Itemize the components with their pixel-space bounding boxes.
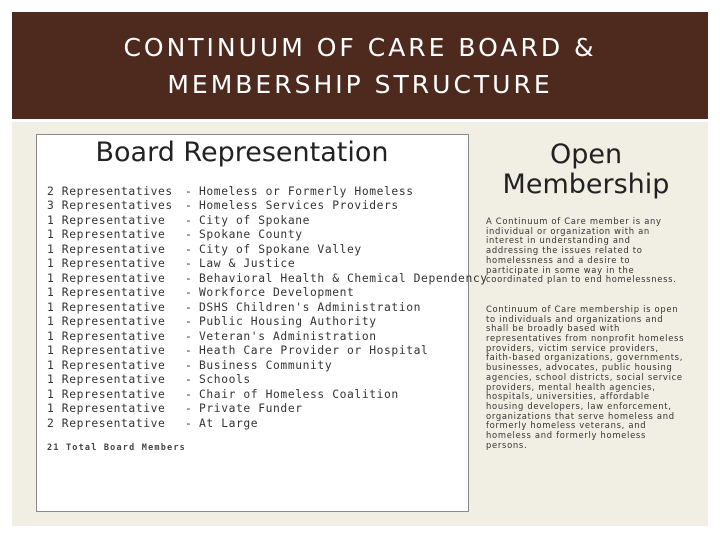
rep-organization: Workforce Development (199, 286, 355, 300)
rep-organization: Behavioral Health & Chemical Dependency (199, 271, 488, 285)
rep-dash: - (185, 184, 192, 198)
slide-title-line-1: CONTINUUM OF CARE BOARD & (123, 32, 597, 62)
rep-dash: - (185, 286, 192, 300)
board-rep-row (47, 257, 488, 272)
rep-count: 1 Representative (47, 286, 166, 300)
board-rep-row (47, 358, 488, 373)
board-rep-row (47, 315, 488, 330)
rep-count: 1 Representative (47, 329, 166, 343)
board-rep-row (47, 271, 488, 286)
rep-count: 1 Representative (47, 257, 166, 271)
rep-dash: - (185, 416, 192, 430)
rep-organization: Homeless Services Providers (199, 199, 399, 213)
board-rep-row (47, 416, 488, 431)
rep-count: 2 Representatives (47, 184, 173, 198)
rep-dash: - (185, 228, 192, 242)
rep-count: 1 Representative (47, 300, 166, 314)
rep-organization: Heath Care Provider or Hospital (199, 344, 429, 358)
rep-count: 1 Representative (47, 271, 166, 285)
open-membership-heading-line-1: Open (549, 139, 623, 170)
rep-dash: - (185, 199, 192, 213)
board-rep-row (47, 329, 488, 344)
rep-dash: - (185, 344, 192, 358)
board-rep-row (47, 213, 488, 228)
board-rep-row (47, 387, 488, 402)
title-banner (12, 12, 708, 119)
rep-organization: Homeless or Formerly Homeless (199, 184, 414, 198)
open-membership-heading-line-2: Membership (502, 169, 670, 200)
open-membership-column (486, 140, 686, 450)
rep-count: 1 Representative (47, 373, 166, 387)
rep-organization: Business Community (199, 358, 333, 372)
board-rep-row (47, 184, 488, 199)
rep-dash: - (185, 257, 192, 271)
board-rep-row (47, 344, 488, 359)
rep-dash: - (185, 373, 192, 387)
rep-organization: Veteran's Administration (199, 329, 377, 343)
rep-organization: City of Spokane (199, 213, 311, 227)
rep-count: 2 Representative (47, 416, 166, 430)
board-rep-row (47, 286, 488, 301)
rep-count: 1 Representative (47, 387, 166, 401)
rep-organization: Schools (199, 373, 251, 387)
open-membership-heading (486, 140, 686, 200)
slide-title-line-2: MEMBERSHIP STRUCTURE (167, 69, 553, 99)
board-rep-row (47, 373, 488, 388)
rep-dash: - (185, 315, 192, 329)
rep-count: 1 Representative (47, 315, 166, 329)
rep-organization: Spokane County (199, 228, 303, 242)
member-definition-paragraph: A Continuum of Care member is any individual or organization with an interest in understanding and addressing the issues related to homelessness and a desire to participate in some way in the coordinated plan to end homelessness. (486, 216, 677, 285)
board-representation-heading: Board Representation (95, 137, 389, 168)
board-representation-list (47, 184, 488, 431)
rep-organization: DSHS Children's Administration (199, 300, 422, 314)
rep-dash: - (185, 213, 192, 227)
board-rep-row (47, 228, 488, 243)
rep-organization: At Large (199, 416, 259, 430)
rep-organization: City of Spokane Valley (199, 242, 362, 256)
rep-count: 1 Representative (47, 402, 166, 416)
rep-organization: Chair of Homeless Coalition (199, 387, 399, 401)
rep-count: 3 Representatives (47, 199, 173, 213)
board-rep-row (47, 242, 488, 257)
board-rep-row (47, 402, 488, 417)
rep-dash: - (185, 402, 192, 416)
membership-eligibility-paragraph: Continuum of Care membership is open to individuals and organizations and shall be broadly based with representatives from nonprofit homeless providers, victim service providers, faith-based organizations, governments, businesses, advocates, public housing agencies, school districts, social service providers, mental health agencies, hospitals, universities, affordable housing developers, law enforcement, organizations that serve homeless and formerly homeless veterans, and homeless and formerly homeless persons. (486, 303, 685, 450)
board-rep-row (47, 300, 488, 315)
rep-dash: - (185, 358, 192, 372)
rep-dash: - (185, 387, 192, 401)
rep-count: 1 Representative (47, 213, 166, 227)
rep-dash: - (185, 300, 192, 314)
rep-dash: - (185, 329, 192, 343)
total-board-members: 21 Total Board Members (47, 443, 186, 453)
rep-count: 1 Representative (47, 344, 166, 358)
rep-organization: Public Housing Authority (199, 315, 377, 329)
board-rep-row (47, 199, 488, 214)
rep-dash: - (185, 242, 192, 256)
rep-count: 1 Representative (47, 242, 166, 256)
rep-count: 1 Representative (47, 358, 166, 372)
rep-organization: Law & Justice (199, 257, 296, 271)
rep-dash: - (185, 271, 192, 285)
rep-count: 1 Representative (47, 228, 166, 242)
rep-organization: Private Funder (199, 402, 303, 416)
